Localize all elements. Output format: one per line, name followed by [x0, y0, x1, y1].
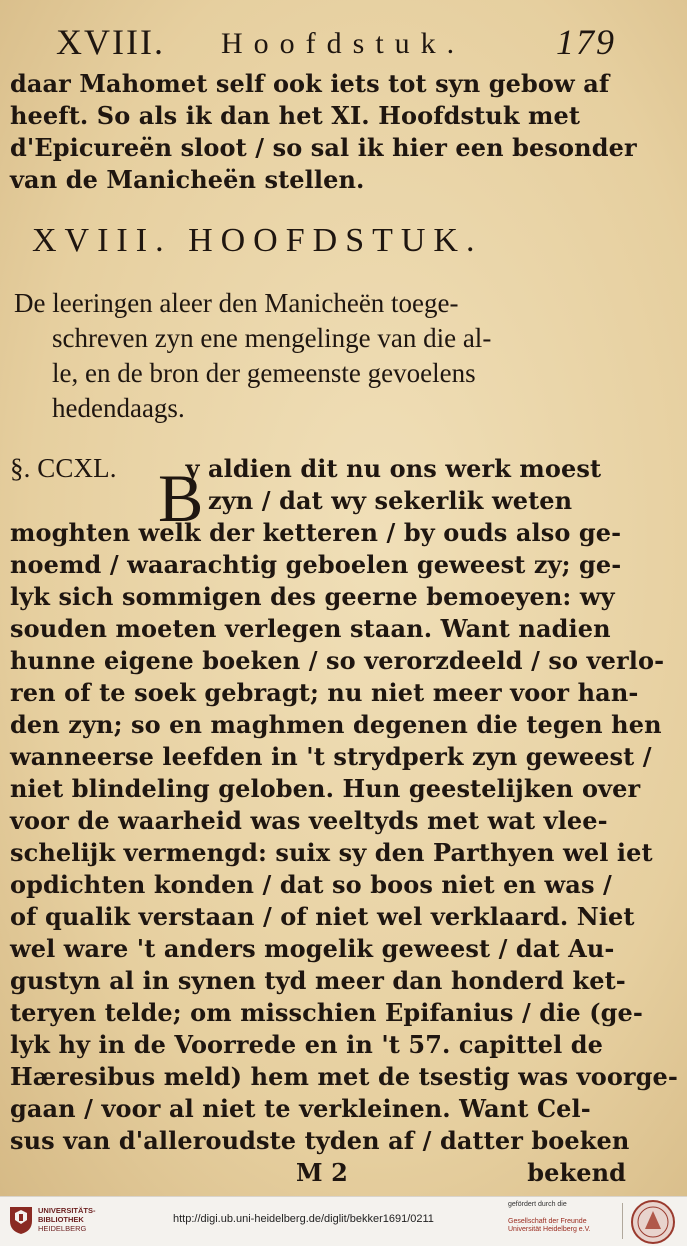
library-name [38, 1206, 96, 1233]
summary-line: schreven zyn ene mengelinge van die al- [52, 323, 492, 353]
university-seal-icon [8, 1205, 34, 1235]
library-line: BIBLIOTHEK [38, 1215, 84, 1224]
text-line: opdichten konden / dat so boos niet en was / [10, 870, 612, 899]
footer-divider [622, 1203, 623, 1239]
library-line: UNIVERSITÄTS- [38, 1206, 96, 1215]
chapter-summary [14, 286, 624, 426]
text-line: zyn / dat wy sekerlik weten [208, 486, 573, 515]
text-line: d'Epicureën sloot / so sal ik hier een besonder [10, 133, 637, 162]
text-line: teryen telde; om misschien Epifanius / die (ge- [10, 998, 643, 1027]
text-line: ren of te soek gebragt; nu niet meer voor han- [10, 678, 639, 707]
section-mark: §. CCXL. [10, 453, 117, 483]
text-line: gaan / voor al niet te verkleinen. Want Cel- [10, 1094, 591, 1123]
society-seal-icon [630, 1199, 676, 1245]
sponsor-line: Universität Heidelberg e.V. [508, 1226, 591, 1233]
text-line: moghten welk der ketteren / by ouds also ge- [10, 518, 622, 547]
chapter-heading: XVIII. HOOFDSTUK. [32, 222, 483, 259]
viewer-footer [0, 1196, 687, 1246]
text-line: lyk hy in de Voorrede en in 't 57. capittel de [10, 1030, 604, 1059]
text-line: sus van d'alleroudste tyden af / datter boeken [10, 1126, 630, 1155]
summary-line: hedendaags. [52, 393, 185, 423]
permalink-url[interactable]: http://digi.ub.uni-heidelberg.de/diglit/bekker1691/0211 [173, 1213, 434, 1225]
sponsor-line: Gesellschaft der Freunde [508, 1217, 587, 1225]
text-line: lyk sich sommigen des geerne bemoeyen: wy [10, 582, 615, 611]
sponsor-intro: gefördert durch die [508, 1201, 567, 1208]
text-line: daar Mahomet self ook iets tot syn gebow af [10, 69, 610, 98]
text-line: wel ware 't anders mogelik geweest / dat Au- [10, 934, 615, 963]
text-line: hunne eigene boeken / so verorzdeeld / so verlo- [10, 646, 665, 675]
text-line: noemd / waarachtig geboelen geweest zy; ge- [10, 550, 622, 579]
section-paragraph [10, 452, 678, 1189]
text-line: wanneerse leefden in 't strydperk zyn geweest / [10, 742, 652, 771]
text-line: niet blindeling geloben. Hun geestelijken over [10, 774, 641, 803]
summary-line: le, en de bron der gemeenste gevoelens [52, 358, 476, 388]
text-line: heeft. So als ik dan het XI. Hoofdstuk met [10, 101, 581, 130]
running-head-chapter: XVIII. [56, 22, 165, 62]
catchword: bekend [527, 1158, 626, 1187]
text-line: gustyn al in synen tyd meer dan honderd ket- [10, 966, 626, 995]
signature-mark: M 2 [296, 1158, 348, 1187]
running-head-word: Hoofdstuk. [221, 27, 466, 60]
drop-capital: B [158, 460, 204, 536]
text-line: schelijk vermengd: suix sy den Parthyen wel iet [10, 838, 653, 867]
sponsor-note [508, 1201, 626, 1235]
text-line: den zyn; so en maghmen degenen die tegen hen [10, 710, 662, 739]
text-line: van de Manicheën stellen. [10, 165, 365, 194]
text-line: Hæresibus meld) hem met de tsestig was voorge- [10, 1062, 678, 1091]
text-line: voor de waarheid was veeltyds met wat vlee- [10, 806, 608, 835]
text-line: of qualik verstaan / of niet wel verklaard. Niet [10, 902, 635, 931]
running-head [56, 20, 616, 64]
text-line: souden moeten verlegen staan. Want nadien [10, 614, 611, 643]
continued-text [10, 68, 637, 196]
text-line: y aldien dit nu ons werk moest [185, 454, 602, 483]
page-number: 179 [556, 22, 616, 62]
summary-line: De leeringen aleer den Manicheën toege- [14, 288, 459, 318]
library-line: HEIDELBERG [38, 1224, 87, 1233]
